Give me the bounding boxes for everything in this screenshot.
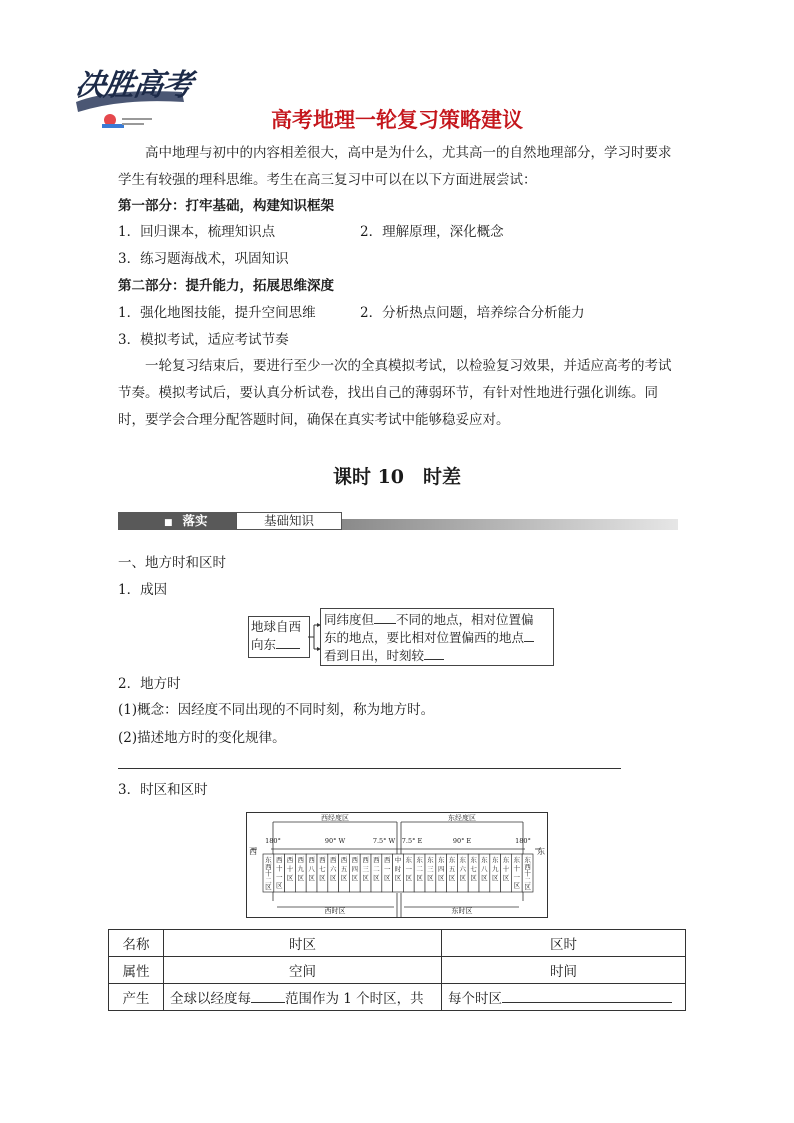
table-cell: 时区 <box>164 930 442 957</box>
zone-label-char: 十 <box>265 869 272 878</box>
cause-right-line-2: 东的地点，要比相对位置偏西的地点 <box>324 629 550 647</box>
table-cell: 空间 <box>164 957 442 984</box>
table-cell: 全球以经度每 范围作为 1 个时区，共 <box>164 984 442 1011</box>
zone-label-char: 区 <box>481 874 488 882</box>
zone-label-char: 东 <box>459 856 467 864</box>
zone-label-char: 区 <box>265 883 272 892</box>
zone-label-char: 区 <box>319 874 326 882</box>
zone-label-char: 西 <box>265 862 272 871</box>
lesson-title: 课时 10 时差 <box>332 466 462 488</box>
zone-label-char: 中 <box>394 856 402 864</box>
zone-label-char: 东 <box>416 856 423 864</box>
answer-line <box>118 768 621 769</box>
table-cell: 名称 <box>109 930 164 957</box>
table-cell: 区时 <box>442 930 686 957</box>
zone-label-char: 西 <box>329 856 337 864</box>
zone-label-char: 区 <box>513 881 521 890</box>
zone-label-char: 九 <box>491 865 499 873</box>
zone-label-char: 西 <box>319 856 326 864</box>
part2-item-3: 3．模拟考试，适应考试节奏 <box>118 332 289 348</box>
cause-right-box <box>320 608 554 666</box>
zone-label-char: 东 <box>491 856 499 864</box>
west-zone-label: 西时区 <box>324 907 346 915</box>
zone-label-char: 十 <box>524 869 531 878</box>
cause-left-line-1: 地球自西 <box>251 619 302 634</box>
table-cell: 产生 <box>109 984 164 1011</box>
zone-label-char: 区 <box>308 874 315 882</box>
zone-label-char: 东 <box>513 856 521 864</box>
zone-label-char: 东 <box>502 856 510 864</box>
zone-label-char: 二 <box>524 876 531 885</box>
zone-label-char: 区 <box>362 874 369 882</box>
zone-label-char: 六 <box>459 865 467 873</box>
zone-label-char: 七 <box>319 865 326 873</box>
zone-label-char: 十 <box>286 865 294 873</box>
zone-label-char: 西 <box>286 856 294 864</box>
section-bar <box>118 512 678 530</box>
zone-label-char: 东 <box>437 856 445 864</box>
zone-label-char: 二 <box>416 865 423 873</box>
section1-heading: 一、地方时和区时 <box>118 555 226 571</box>
zone-label-char: 东 <box>481 856 488 864</box>
lon-90w: 90° W <box>324 837 346 845</box>
cause-left-box <box>248 616 310 658</box>
table-row <box>109 984 686 1011</box>
lon-180-right: 180° <box>515 837 531 845</box>
zone-label-char: 西 <box>297 856 305 864</box>
zone-label-char: 西 <box>373 856 380 864</box>
zone-label-char: 区 <box>286 874 294 882</box>
zone-label-char: 区 <box>524 883 531 892</box>
zone-label-char: 三 <box>362 865 369 873</box>
lon-7-5w: 7.5° W <box>372 837 396 845</box>
zone-label-char: 东 <box>265 856 272 864</box>
zone-label-char: 二 <box>373 865 380 873</box>
zone-label-char: 区 <box>351 874 359 882</box>
zone-label-char: 四 <box>437 865 445 873</box>
zone-label-char: 七 <box>470 865 477 873</box>
zone-label-char: 区 <box>275 881 283 890</box>
zone-label-char: 西 <box>362 856 369 864</box>
zone-label-char: 区 <box>491 874 499 882</box>
zone-label-char: 西 <box>308 856 315 864</box>
zone-label-char: 区 <box>427 874 434 882</box>
zone-label-char: 区 <box>405 874 413 882</box>
zone-label-char: 一 <box>513 873 521 881</box>
part1-item-2: 2．理解原理，深化概念 <box>360 224 504 240</box>
section-box-label: 基础知识 <box>236 512 342 530</box>
section-tab: ■ 落实 <box>118 512 236 530</box>
zone-label-char: 区 <box>437 874 445 882</box>
cause-right-line-3: 看到日出，时刻较 <box>324 647 550 665</box>
zone-label-char: 东 <box>524 856 531 864</box>
lon-180-left: 180° <box>265 837 281 845</box>
section-bar-gradient <box>342 519 678 530</box>
zone-label-char: 五 <box>340 865 348 873</box>
zone-label-char: 九 <box>297 865 305 873</box>
zone-label-char: 十 <box>502 865 510 873</box>
zone-label-char: 区 <box>297 874 305 882</box>
zone-label-char: 三 <box>427 865 434 873</box>
zone-label-char: 区 <box>329 874 337 882</box>
zone-label-char: 东 <box>448 856 456 864</box>
part1-item-3: 3．练习题海战术，巩固知识 <box>118 251 289 267</box>
zone-label-char: 区 <box>394 874 402 882</box>
intro-paragraph: 高中地理与初中的内容相差很大，高中是为什么，尤其高一的自然地理部分，学习时要求学生有较强的理科思维。考生在高三复习中可以在以下方面进展尝试： <box>118 145 672 188</box>
closing-paragraph: 一轮复习结束后，要进行至少一次的全真模拟考试，以检验复习效果，并适应高考的考试节奏。模拟考试后，要认真分析试卷，找出自己的薄弱环节，有针对性地进行强化训练。同时，要学会合理分配答题时间，确保在真实考试中能够稳妥应对。 <box>118 358 672 428</box>
cause-left-line-2: 向东 <box>251 636 307 654</box>
part2-item-1: 1．强化地图技能，提升空间思维 <box>118 305 316 321</box>
sub-heading-time-zones: 3．时区和区时 <box>118 782 208 798</box>
zone-label-char: 区 <box>448 874 456 882</box>
sub-heading-cause: 1．成因 <box>118 582 168 598</box>
part1-item-1: 1．回归课本，梳理知识点 <box>118 224 276 240</box>
part2-item-2: 2．分析热点问题，培养综合分析能力 <box>360 305 585 321</box>
table-cell: 属性 <box>109 957 164 984</box>
zone-label-char: 五 <box>448 865 456 873</box>
part1-heading: 第一部分：打牢基础，构建知识框架 <box>118 198 334 214</box>
zone-label-char: 四 <box>351 865 359 873</box>
zone-label-char: 区 <box>502 874 510 882</box>
zone-label-char: 十 <box>275 864 283 873</box>
east-label: 东 <box>537 847 545 856</box>
zone-label-char: 一 <box>405 865 413 873</box>
east-zone-label: 东时区 <box>451 907 473 915</box>
sub-heading-local-time: 2．地方时 <box>118 676 181 692</box>
zone-label-char: 十 <box>513 864 521 873</box>
zone-label-char: 西 <box>524 862 531 871</box>
zone-label-char: 区 <box>470 874 477 882</box>
zone-label-char: 西 <box>351 856 359 864</box>
zone-label-char: 时 <box>394 865 402 873</box>
zone-label-char: 二 <box>265 876 272 885</box>
zone-label-char: 八 <box>481 865 488 873</box>
time-zone-diagram <box>246 812 548 918</box>
west-longitude-label: 西经度区 <box>321 814 349 822</box>
zone-label-char: 西 <box>275 856 283 864</box>
local-time-rule: (2)描述地方时的变化规律。 <box>118 730 286 746</box>
zone-label-char: 区 <box>373 874 380 882</box>
zone-label-char: 六 <box>329 865 337 873</box>
zone-label-char: 区 <box>459 874 467 882</box>
zone-label-char: 八 <box>308 865 315 873</box>
document-title: 高考地理一轮复习策略建议 <box>271 108 523 132</box>
east-longitude-label: 东经度区 <box>448 814 476 822</box>
table-row <box>109 930 686 957</box>
west-label: 西 <box>249 847 257 856</box>
lon-7-5e: 7.5° E <box>401 837 423 845</box>
zone-label-char: 一 <box>383 865 391 873</box>
zone-label-char: 区 <box>340 874 348 882</box>
zone-label-char: 西 <box>383 856 391 864</box>
table-row <box>109 957 686 984</box>
zone-label-char: 区 <box>416 874 423 882</box>
lon-90e: 90° E <box>452 837 472 845</box>
zone-label-char: 西 <box>340 856 348 864</box>
logo-text: 决胜高考 <box>73 68 194 103</box>
time-zone-table <box>108 929 686 1011</box>
zone-label-char: 一 <box>275 873 283 881</box>
zone-label-char: 东 <box>405 856 413 864</box>
table-cell: 时间 <box>442 957 686 984</box>
part2-heading: 第二部分：提升能力，拓展思维深度 <box>118 278 334 294</box>
zone-label-char: 东 <box>470 856 477 864</box>
cause-right-line-1: 同纬度但 不同的地点，相对位置偏 <box>324 612 534 627</box>
local-time-concept: (1)概念：因经度不同出现的不同时刻，称为地方时。 <box>118 702 435 718</box>
table-cell: 每个时区 <box>442 984 686 1011</box>
zone-label-char: 东 <box>427 856 434 864</box>
zone-label-char: 区 <box>383 874 391 882</box>
